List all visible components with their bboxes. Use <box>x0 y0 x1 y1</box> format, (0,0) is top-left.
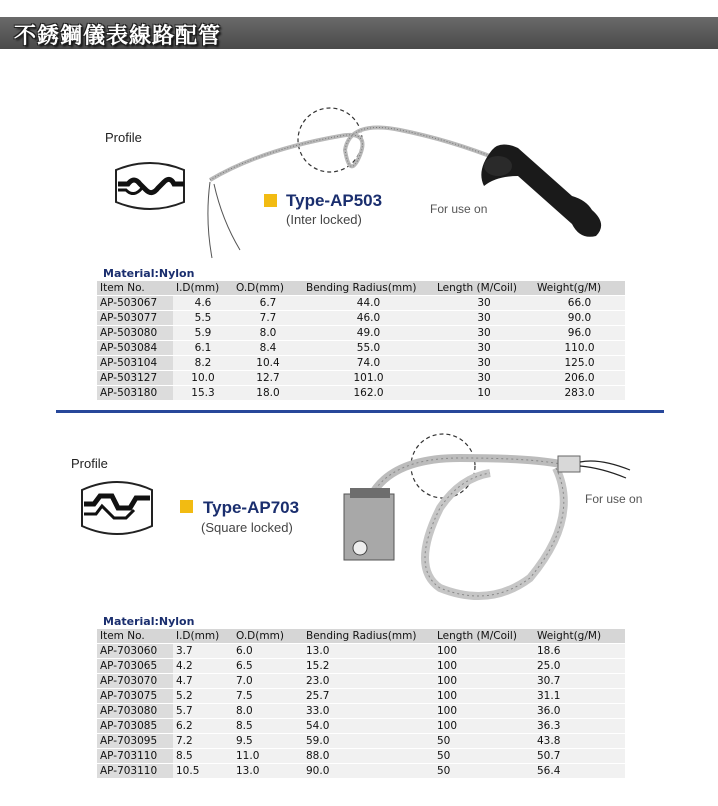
table-cell: AP-703085 <box>97 719 173 734</box>
column-header: I.D(mm) <box>173 281 233 296</box>
table-cell: 50 <box>434 764 534 779</box>
table-cell: 5.9 <box>173 326 233 341</box>
material-label: Material:Nylon <box>103 615 195 628</box>
table-cell: 8.5 <box>173 749 233 764</box>
table-cell: 8.0 <box>233 704 303 719</box>
table-row <box>97 296 625 311</box>
table-cell: 7.5 <box>233 689 303 704</box>
table-cell: 10.0 <box>173 371 233 386</box>
table-cell: 54.0 <box>303 719 434 734</box>
table-cell: AP-503077 <box>97 311 173 326</box>
column-header: Weight(g/M) <box>534 629 625 644</box>
table-row <box>97 704 625 719</box>
table-cell: 18.0 <box>233 386 303 401</box>
column-header: Length (M/Coil) <box>434 629 534 644</box>
table-cell: 5.2 <box>173 689 233 704</box>
table-cell: 8.2 <box>173 356 233 371</box>
table-cell: 66.0 <box>534 296 625 311</box>
table-cell: 11.0 <box>233 749 303 764</box>
table-cell: 110.0 <box>534 341 625 356</box>
column-header: O.D(mm) <box>233 281 303 296</box>
table-row <box>97 356 625 371</box>
table-cell: 55.0 <box>303 341 434 356</box>
table-cell: AP-503180 <box>97 386 173 401</box>
column-header: Item No. <box>97 629 173 644</box>
table-cell: AP-703065 <box>97 659 173 674</box>
table-cell: 30 <box>434 341 534 356</box>
table-cell: 283.0 <box>534 386 625 401</box>
table-cell: 44.0 <box>303 296 434 311</box>
profile-interlocked-image <box>112 160 188 212</box>
type-marker <box>264 194 277 207</box>
table-cell: AP-503067 <box>97 296 173 311</box>
table-cell: AP-703095 <box>97 734 173 749</box>
table-cell: 25.7 <box>303 689 434 704</box>
table-cell: 7.7 <box>233 311 303 326</box>
column-header: Item No. <box>97 281 173 296</box>
table-cell: 96.0 <box>534 326 625 341</box>
table-row <box>97 386 625 401</box>
table-cell: 15.3 <box>173 386 233 401</box>
table-cell: 100 <box>434 674 534 689</box>
profile-label: Profile <box>71 456 108 471</box>
table-cell: 90.0 <box>534 311 625 326</box>
table-cell: 4.6 <box>173 296 233 311</box>
table-cell: 125.0 <box>534 356 625 371</box>
table-cell: 30 <box>434 326 534 341</box>
table-cell: 8.5 <box>233 719 303 734</box>
table-row <box>97 719 625 734</box>
for-use-label: For use on <box>585 492 643 506</box>
table-cell: 12.7 <box>233 371 303 386</box>
table-header-row <box>97 629 625 644</box>
for-use-label: For use on <box>430 202 488 216</box>
table-cell: 36.3 <box>534 719 625 734</box>
type-marker <box>180 500 193 513</box>
section-divider <box>56 410 664 413</box>
table-cell: 90.0 <box>303 764 434 779</box>
type-subtitle: (Inter locked) <box>286 212 362 227</box>
header-bar <box>0 17 718 49</box>
table-cell: 100 <box>434 719 534 734</box>
table-cell: 10.5 <box>173 764 233 779</box>
table-cell: 162.0 <box>303 386 434 401</box>
table-cell: 30 <box>434 356 534 371</box>
column-header: I.D(mm) <box>173 629 233 644</box>
column-header: O.D(mm) <box>233 629 303 644</box>
type-subtitle: (Square locked) <box>201 520 293 535</box>
table-row <box>97 749 625 764</box>
table-cell: 206.0 <box>534 371 625 386</box>
table-cell: 23.0 <box>303 674 434 689</box>
table-cell: AP-703110 <box>97 764 173 779</box>
table-cell: AP-503080 <box>97 326 173 341</box>
table-cell: 8.4 <box>233 341 303 356</box>
table-cell: 100 <box>434 659 534 674</box>
table-row <box>97 734 625 749</box>
table-cell: 88.0 <box>303 749 434 764</box>
table-cell: 33.0 <box>303 704 434 719</box>
table-row <box>97 689 625 704</box>
table-cell: 30 <box>434 296 534 311</box>
table-cell: 7.2 <box>173 734 233 749</box>
table-cell: 6.7 <box>233 296 303 311</box>
table-row <box>97 371 625 386</box>
table-cell: 13.0 <box>303 644 434 659</box>
table-cell: 6.5 <box>233 659 303 674</box>
table-cell: 6.0 <box>233 644 303 659</box>
table-cell: 3.7 <box>173 644 233 659</box>
column-header: Bending Radius(mm) <box>303 281 434 296</box>
profile-label: Profile <box>105 130 142 145</box>
table-cell: 9.5 <box>233 734 303 749</box>
table-row <box>97 764 625 779</box>
column-header: Length (M/Coil) <box>434 281 534 296</box>
table-cell: 59.0 <box>303 734 434 749</box>
table-cell: 100 <box>434 689 534 704</box>
table-cell: 43.8 <box>534 734 625 749</box>
table-cell: AP-703080 <box>97 704 173 719</box>
table-cell: 49.0 <box>303 326 434 341</box>
table-cell: 30.7 <box>534 674 625 689</box>
table-cell: 36.0 <box>534 704 625 719</box>
profile-square-locked-image <box>78 478 156 538</box>
table-cell: AP-703075 <box>97 689 173 704</box>
table-cell: 6.2 <box>173 719 233 734</box>
table-cell: 56.4 <box>534 764 625 779</box>
table-cell: 10.4 <box>233 356 303 371</box>
material-label: Material:Nylon <box>103 267 195 280</box>
table-row <box>97 659 625 674</box>
table-cell: 50.7 <box>534 749 625 764</box>
column-header: Weight(g/M) <box>534 281 625 296</box>
table-cell: 5.7 <box>173 704 233 719</box>
table-cell: AP-703060 <box>97 644 173 659</box>
table-cell: 31.1 <box>534 689 625 704</box>
table-cell: AP-503084 <box>97 341 173 356</box>
spec-table-ap703 <box>97 629 625 779</box>
table-cell: 100 <box>434 704 534 719</box>
table-cell: 46.0 <box>303 311 434 326</box>
table-cell: 5.5 <box>173 311 233 326</box>
table-cell: 4.7 <box>173 674 233 689</box>
table-header-row <box>97 281 625 296</box>
table-row <box>97 644 625 659</box>
table-cell: 25.0 <box>534 659 625 674</box>
table-cell: 15.2 <box>303 659 434 674</box>
ap703-product-image <box>330 428 650 608</box>
table-cell: 13.0 <box>233 764 303 779</box>
table-cell: AP-503104 <box>97 356 173 371</box>
column-header: Bending Radius(mm) <box>303 629 434 644</box>
page-title: 不銹鋼儀表線路配管 <box>14 24 222 49</box>
table-cell: 101.0 <box>303 371 434 386</box>
table-cell: 8.0 <box>233 326 303 341</box>
table-cell: AP-703110 <box>97 749 173 764</box>
table-cell: AP-503127 <box>97 371 173 386</box>
spec-table-ap503 <box>97 281 625 401</box>
table-cell: 10 <box>434 386 534 401</box>
table-cell: 50 <box>434 749 534 764</box>
table-row <box>97 674 625 689</box>
table-cell: 50 <box>434 734 534 749</box>
table-row <box>97 311 625 326</box>
table-cell: 30 <box>434 371 534 386</box>
table-row <box>97 341 625 356</box>
type-name: Type-AP703 <box>203 498 300 517</box>
table-cell: 18.6 <box>534 644 625 659</box>
table-cell: 4.2 <box>173 659 233 674</box>
table-row <box>97 326 625 341</box>
table-cell: 100 <box>434 644 534 659</box>
table-cell: 74.0 <box>303 356 434 371</box>
table-cell: 7.0 <box>233 674 303 689</box>
table-cell: 30 <box>434 311 534 326</box>
ap503-product-image <box>200 100 630 260</box>
table-cell: 6.1 <box>173 341 233 356</box>
type-name: Type-AP503 <box>286 191 383 210</box>
table-cell: AP-703070 <box>97 674 173 689</box>
